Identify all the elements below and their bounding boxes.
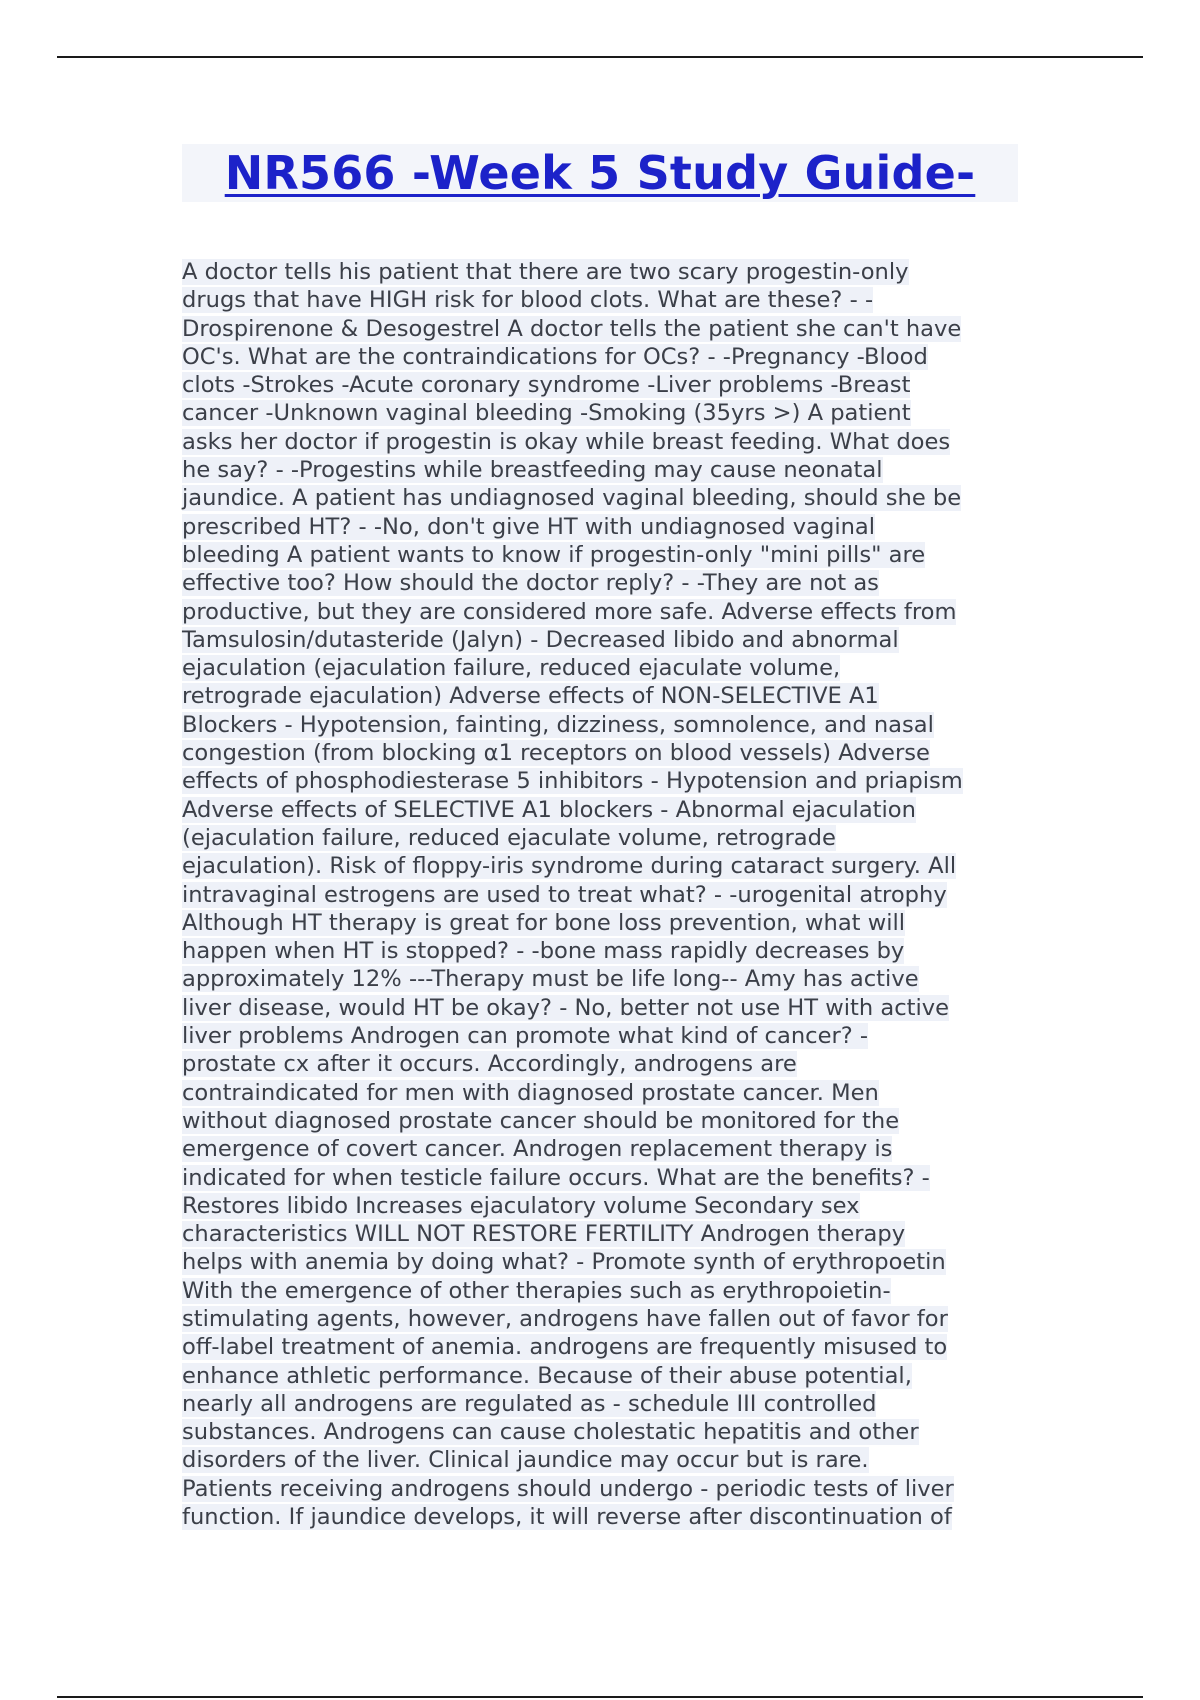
body-text-line <box>182 1503 1022 1531</box>
body-text-line <box>182 767 1022 795</box>
body-text-line-content: A doctor tells his patient that there are two scary progestin-only <box>182 259 909 285</box>
body-text-line-content: Tamsulosin/dutasteride (Jalyn) - Decreased libido and abnormal <box>182 626 899 653</box>
body-text-line-content: ejaculation). Risk of floppy-iris syndrome during cataract surgery. All <box>182 853 957 880</box>
body-text-line-content: stimulating agents, however, androgens have fallen out of favor for <box>182 1305 948 1332</box>
body-text-line <box>182 456 1022 484</box>
body-text-line-content: clots -Strokes -Acute coronary syndrome -Liver problems -Breast <box>182 372 911 399</box>
body-text-line <box>182 682 1022 710</box>
body-text-line <box>182 1135 1022 1163</box>
document-title-link[interactable]: NR566 -Week 5 Study Guide- <box>224 146 976 200</box>
body-text-line <box>182 286 1022 314</box>
body-text-line <box>182 1305 1022 1333</box>
body-text-line <box>182 598 1022 626</box>
header-rule <box>57 56 1143 58</box>
body-text-line <box>182 513 1022 541</box>
body-text-line <box>182 796 1022 824</box>
body-text-line <box>182 937 1022 965</box>
body-text-line <box>182 569 1022 597</box>
body-text-line <box>182 399 1022 427</box>
body-text-line <box>182 739 1022 767</box>
body-text-line-content: liver disease, would HT be okay? - No, better not use HT with active <box>182 994 950 1021</box>
body-text-line-content: approximately 12% ---Therapy must be life long-- Amy has active <box>182 966 919 993</box>
body-text-line-content: Drospirenone & Desogestrel A doctor tells the patient she can't have <box>182 315 962 342</box>
body-text-line-content: (ejaculation failure, reduced ejaculate volume, retrograde <box>182 824 836 851</box>
body-text-line-content: asks her doctor if progestin is okay while breast feeding. What does <box>182 428 951 455</box>
study-guide-body <box>182 258 1022 1531</box>
body-text-line-content: cancer -Unknown vaginal bleeding -Smoking (35yrs >) A patient <box>182 400 911 427</box>
body-text-line-content: drugs that have HIGH risk for blood clots. What are these? - - <box>182 287 874 314</box>
body-text-line-content: Patients receiving androgens should undergo - periodic tests of liver <box>182 1475 954 1502</box>
body-text-line <box>182 1164 1022 1192</box>
body-text-line <box>182 626 1022 654</box>
body-text-line-content: ejaculation (ejaculation failure, reduced ejaculate volume, <box>182 655 841 682</box>
body-text-line <box>182 343 1022 371</box>
body-text-line-content: happen when HT is stopped? - -bone mass rapidly decreases by <box>182 938 905 965</box>
body-text-line-content: characteristics WILL NOT RESTORE FERTILITY Androgen therapy <box>182 1221 906 1248</box>
body-text-line <box>182 258 1022 286</box>
body-text-line <box>182 1192 1022 1220</box>
body-text-line-content: helps with anemia by doing what? - Promote synth of erythropoetin <box>182 1249 946 1276</box>
body-text-line-content: effects of phosphodiesterase 5 inhibitors - Hypotension and priapism <box>182 768 963 795</box>
body-text-line-content: prostate cx after it occurs. Accordingly, androgens are <box>182 1051 797 1078</box>
body-text-line-content: enhance athletic performance. Because of their abuse potential, <box>182 1362 912 1389</box>
body-text-line <box>182 824 1022 852</box>
body-text-line <box>182 484 1022 512</box>
footer-rule <box>57 1696 1143 1698</box>
body-text-line <box>182 428 1022 456</box>
body-text-line <box>182 994 1022 1022</box>
body-text-line <box>182 1362 1022 1390</box>
body-text-line-content: contraindicated for men with diagnosed prostate cancer. Men <box>182 1079 879 1106</box>
body-text-line-content: emergence of covert cancer. Androgen replacement therapy is <box>182 1136 893 1163</box>
body-text-line-content: off-label treatment of anemia. androgens are frequently misused to <box>182 1334 948 1361</box>
body-text-line-content: function. If jaundice develops, it will reverse after discontinuation of <box>182 1504 952 1531</box>
body-text-line-content: without diagnosed prostate cancer should be monitored for the <box>182 1107 900 1134</box>
body-text-line <box>182 881 1022 909</box>
body-text-line-content: liver problems Androgen can promote what kind of cancer? - <box>182 1023 869 1050</box>
body-text-line <box>182 965 1022 993</box>
body-text-line-content: indicated for when testicle failure occurs. What are the benefits? - <box>182 1164 930 1191</box>
body-text-line <box>182 1446 1022 1474</box>
body-text-line <box>182 1079 1022 1107</box>
body-text-line <box>182 1022 1022 1050</box>
body-text-line-content: Although HT therapy is great for bone loss prevention, what will <box>182 909 906 936</box>
body-text-line-content: OC's. What are the contraindications for OCs? - -Pregnancy -Blood <box>182 343 928 370</box>
body-text-line <box>182 654 1022 682</box>
body-text-line <box>182 1277 1022 1305</box>
body-text-line-content: he say? - -Progestins while breastfeeding may cause neonatal <box>182 457 883 484</box>
body-text-line <box>182 852 1022 880</box>
body-text-line <box>182 1418 1022 1446</box>
body-text-line <box>182 1390 1022 1418</box>
body-text-line-content: disorders of the liver. Clinical jaundice may occur but is rare. <box>182 1447 869 1474</box>
body-text-line-content: bleeding A patient wants to know if progestin-only "mini pills" are <box>182 541 926 568</box>
body-text-line-content: effective too? How should the doctor reply? - -They are not as <box>182 570 879 597</box>
body-text-line <box>182 711 1022 739</box>
body-text-line <box>182 541 1022 569</box>
body-text-line-content: congestion (from blocking α1 receptors on blood vessels) Adverse <box>182 740 930 767</box>
body-text-line-content: Restores libido Increases ejaculatory volume Secondary sex <box>182 1192 860 1219</box>
body-text-line-content: productive, but they are considered more safe. Adverse effects from <box>182 598 957 625</box>
body-text-line-content: substances. Androgens can cause cholestatic hepatitis and other <box>182 1419 919 1446</box>
body-text-line-content: jaundice. A patient has undiagnosed vaginal bleeding, should she be <box>182 485 962 512</box>
body-text-line-content: intravaginal estrogens are used to treat what? - -urogenital atrophy <box>182 881 947 908</box>
body-text-line <box>182 1475 1022 1503</box>
body-text-line-content: Adverse effects of SELECTIVE A1 blockers - Abnormal ejaculation <box>182 796 916 823</box>
body-text-line-content: Blockers - Hypotension, fainting, dizziness, somnolence, and nasal <box>182 711 934 738</box>
body-text-line <box>182 1248 1022 1276</box>
body-text-line <box>182 315 1022 343</box>
body-text-line <box>182 909 1022 937</box>
body-text-line-content: retrograde ejaculation) Adverse effects of NON-SELECTIVE A1 <box>182 683 879 710</box>
body-text-line-content: prescribed HT? - -No, don't give HT with undiagnosed vaginal <box>182 513 876 540</box>
body-text-line-content: With the emergence of other therapies such as erythropoietin- <box>182 1277 891 1304</box>
body-text-line <box>182 1107 1022 1135</box>
body-text-line <box>182 1333 1022 1361</box>
body-text-line <box>182 1050 1022 1078</box>
body-text-line <box>182 371 1022 399</box>
body-text-line <box>182 1220 1022 1248</box>
title-banner <box>182 144 1018 202</box>
body-text-line-content: nearly all androgens are regulated as - schedule III controlled <box>182 1390 877 1417</box>
